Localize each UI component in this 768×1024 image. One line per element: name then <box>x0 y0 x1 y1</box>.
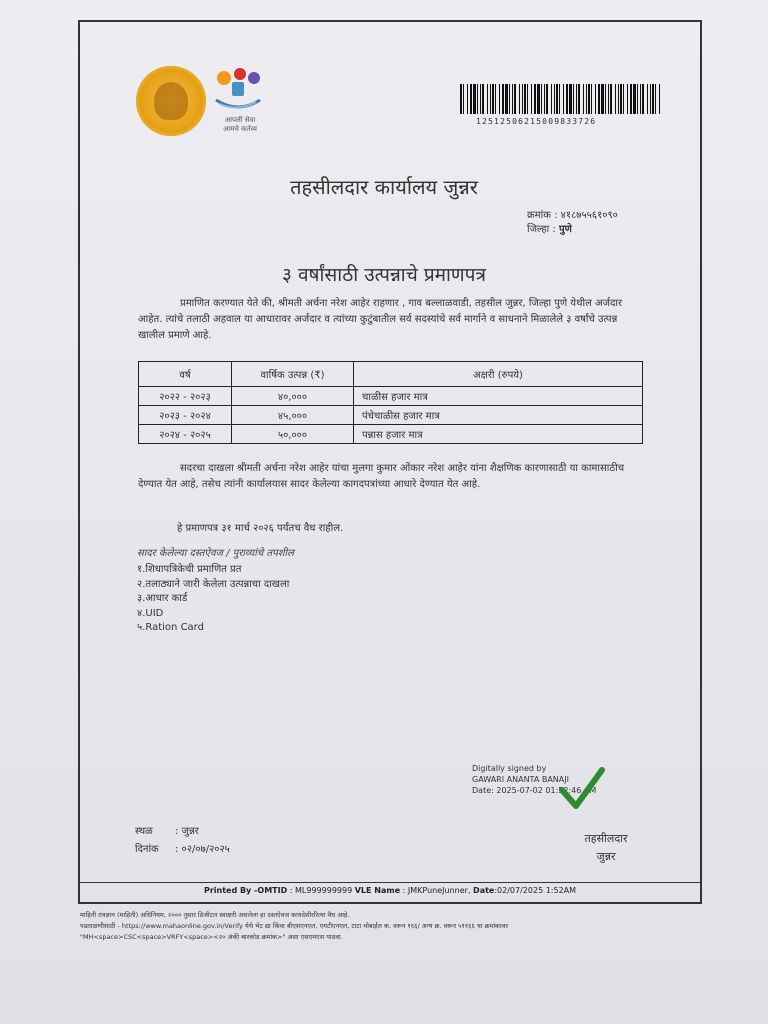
row-income: ५०,००० <box>232 425 354 444</box>
row-year: २०२४ - २०२५ <box>139 425 232 444</box>
verified-check-icon <box>558 766 606 812</box>
barcode-bar <box>650 84 651 114</box>
barcode-bar <box>534 84 536 114</box>
barcode-number: 12512506215009833726 <box>476 117 597 126</box>
barcode-bar <box>601 84 604 114</box>
designation-block: तहसीलदार जुन्नर <box>584 832 628 863</box>
barcode-bar <box>477 84 478 114</box>
barcode-bar <box>659 84 660 114</box>
barcode-bar <box>605 84 606 114</box>
date-value: : ०२/०७/२०२५ <box>175 844 230 855</box>
barcode-bar <box>573 84 574 114</box>
barcode-bar <box>615 84 616 114</box>
barcode-bar <box>620 84 622 114</box>
digital-signature: Digitally signed by GAWARI ANANTA BANAJI Date: 2025-07-02 01:52:46 AM <box>472 764 597 795</box>
barcode-bar <box>509 84 510 114</box>
barcode-bar <box>492 84 494 114</box>
barcode-bar <box>473 84 476 114</box>
barcode-bar <box>551 84 552 114</box>
table-row <box>139 406 643 425</box>
barcode-bar <box>569 84 572 114</box>
barcode-bar <box>556 84 558 114</box>
barcode-bar <box>495 84 496 114</box>
income-table <box>138 361 643 444</box>
barcode-bar <box>566 84 568 114</box>
table-row <box>139 425 643 444</box>
barcode-bar <box>583 84 584 114</box>
table-row <box>139 387 643 406</box>
barcode-bar <box>490 84 491 114</box>
barcode-bar <box>514 84 516 114</box>
barcode-bar <box>559 84 560 114</box>
barcode-bar <box>623 84 624 114</box>
row-words: चाळीस हजार मात्र <box>354 387 643 406</box>
row-words: पन्नास हजार मात्र <box>354 425 643 444</box>
barcode-bar <box>544 84 545 114</box>
office-title: तहसीलदार कार्यालय जुन्नर <box>290 175 478 199</box>
barcode-bar <box>554 84 555 114</box>
reference-block: क्रमांक : ४१८७५५६१०९० जिल्हा : पुणे <box>527 210 618 235</box>
header-year: वर्ष <box>139 362 232 387</box>
barcode-bar <box>467 84 468 114</box>
barcode-bar <box>642 84 644 114</box>
barcode-bar <box>610 84 612 114</box>
barcode-bar <box>627 84 628 114</box>
maharashtra-seal-icon <box>136 66 206 136</box>
barcode-bar <box>527 84 528 114</box>
intro-paragraph: प्रमाणित करण्यात येते की, श्रीमती अर्चना नरेश आहेर राहणार , गाव बल्लाळवाडी, तहसील जुन्नर, जिल्हा पुणे येथील अर्जदार आहेत. त्यांचे तलाठी अहवाल या आधारावर अर्जदार व त्यांच्या कुटुंबातील सर्व सदस्यांचे सर्व मार्गाने व साधनाने मिळालेले ३ वर्षांचे उत्पन्न खालील प्रमाणे आहे. <box>138 298 623 341</box>
barcode-bar <box>470 84 472 114</box>
barcode-bar <box>480 84 481 114</box>
barcode-bar <box>595 84 596 114</box>
district-value: पुणे <box>558 224 572 235</box>
place-value: : जुन्नर <box>175 826 199 837</box>
barcode-bar <box>630 84 632 114</box>
barcode-bar <box>608 84 609 114</box>
aaple-sarkar-logo-icon <box>210 64 266 116</box>
income-table-header <box>139 362 643 387</box>
barcode-bar <box>546 84 548 114</box>
barcode-bar <box>640 84 641 114</box>
barcode-bar <box>519 84 520 114</box>
list-item: ४.UID <box>137 607 164 619</box>
barcode-bar <box>598 84 600 114</box>
purpose-paragraph: सदरचा दाखला श्रीमती अर्चना नरेश आहेर यांचा मुलगा कुमार ओंकार नरेश आहेर यांना शैक्षणिक कारणासाठी या कामासाठीच देण्यात येत आहे, तसेच त्यांनी कार्यालयास सादर केलेल्या कागदपत्रांच्या आधारे देण्यात येत आहे. <box>138 463 625 490</box>
row-words: पंचेचाळीस हजार मात्र <box>354 406 643 425</box>
validity-statement: हे प्रमाणपत्र ३१ मार्च २०२६ पर्यंतच वैध राहील. <box>177 523 344 534</box>
barcode-bar <box>487 84 488 114</box>
header-words: अक्षरी (रुपये) <box>354 362 643 387</box>
barcode-bar <box>463 84 464 114</box>
list-item: २.तलाठ्याने जारी केलेला उत्पन्नाचा दाखला <box>137 578 290 590</box>
list-item: ५.Ration Card <box>137 622 204 633</box>
barcode-bar <box>586 84 587 114</box>
barcode-bar <box>591 84 592 114</box>
barcode-bar <box>502 84 504 114</box>
barcode-bar <box>522 84 523 114</box>
barcode-bar <box>460 84 462 114</box>
barcode-bar <box>541 84 542 114</box>
barcode-bar <box>482 84 484 114</box>
certificate-title: ३ वर्षांसाठी उत्पन्नाचे प्रमाणपत्र <box>282 264 486 286</box>
barcode-bar <box>505 84 508 114</box>
row-year: २०२२ - २०२३ <box>139 387 232 406</box>
barcode-bar <box>576 84 577 114</box>
barcode-bar <box>655 84 656 114</box>
barcode-bar <box>563 84 564 114</box>
row-income: ४०,००० <box>232 387 354 406</box>
footer-note: माहिती तंत्रज्ञान (माहिती) अधिनियम, २००० नुसार डिजीटल स्वाक्षरी असलेला हा दस्तऐवज कायदेशीररित्या वैध आहे. पडताळणीसाठी - https://www.mahaonline.gov.in/Verify येथे भेट द्या किंवा बीएसएनएल, एमटीएनएल, टाटा मोबाईल क. वरून १६६/ अन्य क्र. वरून ५११६६ या क्रमांकावर "MH<space>CSC<space>VRFY<space><२० अंकी बारकोड क्रमांक>" असा एसएमएस पाठवा. <box>80 911 508 941</box>
row-income: ४५,००० <box>232 406 354 425</box>
barcode-bar <box>637 84 638 114</box>
place-date-block: स्थळ : जुन्नर दिनांक : ०२/०७/२०२५ <box>135 826 230 855</box>
barcode-bar <box>578 84 580 114</box>
barcode-bar <box>633 84 636 114</box>
header-income: वार्षिक उत्पन्न (₹) <box>232 362 354 387</box>
barcode-bar <box>531 84 532 114</box>
barcode-bar <box>512 84 513 114</box>
barcode-bar <box>652 84 654 114</box>
barcode-bar <box>537 84 540 114</box>
barcode-bar <box>588 84 590 114</box>
printed-by-line: Printed By -OMTID : ML999999999 VLE Name : JMKPuneJunner, Date:02/07/2025 1:52AM <box>80 882 700 895</box>
logo-tagline: आपली सेवा आमचे कर्तव्य <box>223 116 257 133</box>
barcode-bar <box>647 84 648 114</box>
list-item: १.शिधापत्रिकेची प्रमाणित प्रत <box>137 564 242 575</box>
barcode-bar <box>499 84 500 114</box>
barcode-bar <box>618 84 619 114</box>
list-item: ३.आधार कार्ड <box>137 593 188 604</box>
barcode <box>460 84 660 114</box>
barcode-bar <box>524 84 526 114</box>
documents-list <box>137 563 289 636</box>
row-year: २०२३ - २०२४ <box>139 406 232 425</box>
reference-number: ४१८७५५६१०९० <box>560 210 618 221</box>
documents-title: सादर केलेल्या दस्तऐवज / पुराव्यांचे तपशील <box>137 548 294 559</box>
